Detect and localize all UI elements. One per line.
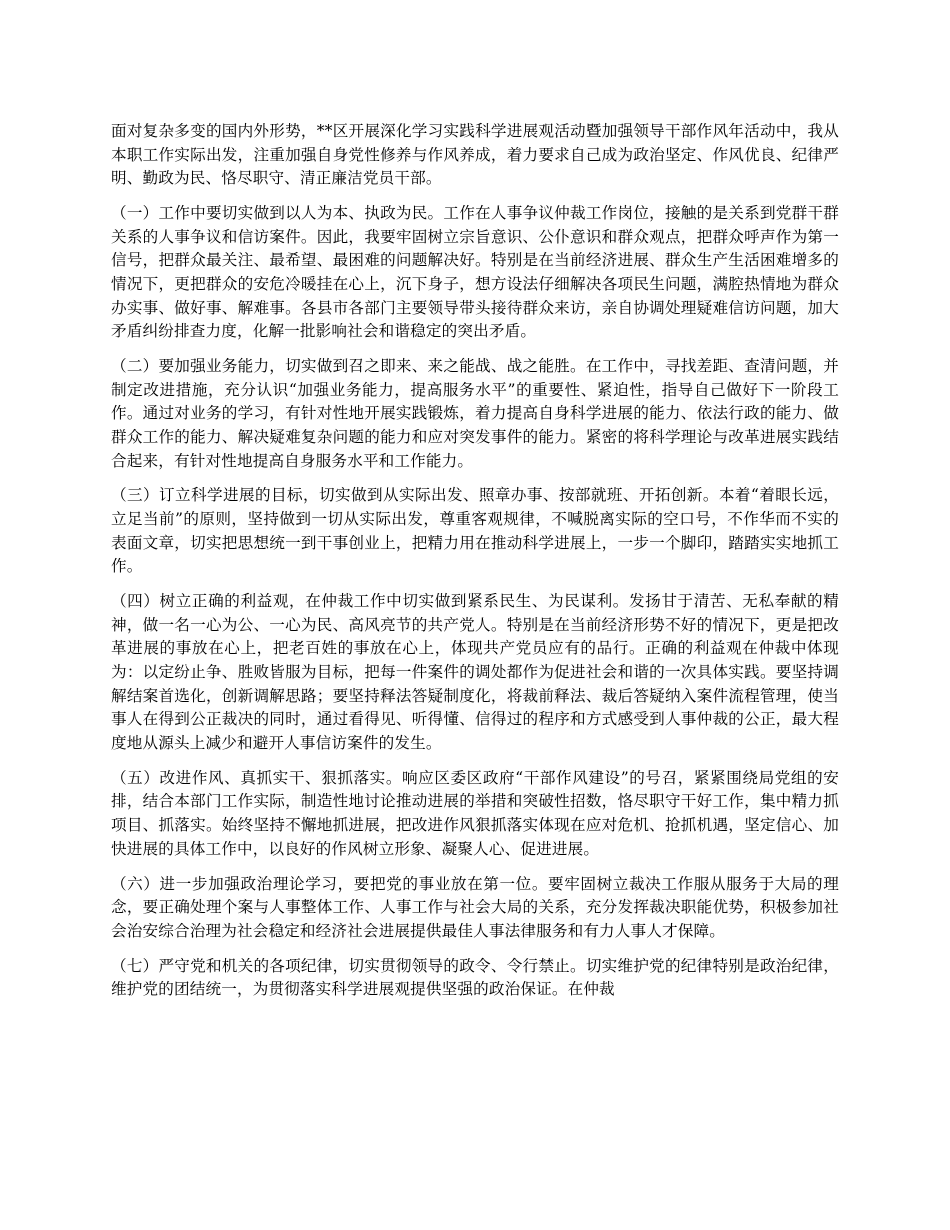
intro-paragraph: 面对复杂多变的国内外形势，**区开展深化学习实践科学进展观活动暨加强领导干部作风年活动中，我从本职工作实际出发，注重加强自身党性修养与作风养成，着力要求自己成为政治坚定、作风优良、纪律严明、勤政为民、恪尽职守、清正廉洁党员干部。 xyxy=(111,122,839,188)
section-6-paragraph: （六）进一步加强政治理论学习，要把党的事业放在第一位。要牢固树立裁决工作服从服务于大局的理念，要正确处理个案与人事整体工作、人事工作与社会大局的关系，充分发挥裁决职能优势，积极参加社会治安综合治理为社会稳定和经济社会进展提供最佳人事法律服务和有力人事人才保障。 xyxy=(111,874,839,940)
section-4-paragraph: （四）树立正确的利益观，在仲裁工作中切实做到紧系民生、为民谋利。发扬甘于清苦、无私奉献的精神，做一名一心为公、一心为民、高风亮节的共产党人。特别是在当前经济形势不好的情况下，更是把改革进展的事放在心上，把老百姓的事放在心上，体现共产党员应有的品行。正确的利益观在仲裁中体现为：以定纷止争、胜败皆服为目标，把每一件案件的调处都作为促进社会和谐的一次具体实践。要坚持调解结案首选化，创新调解思路；要坚持释法答疑制度化，将裁前释法、裁后答疑纳入案件流程管理，使当事人在得到公正裁决的同时，通过看得见、听得懂、信得过的程序和方式感受到人事仲裁的公正，最大程度地从源头上减少和避开人事信访案件的发生。 xyxy=(111,592,839,752)
section-5-paragraph: （五）改进作风、真抓实干、狠抓落实。响应区委区政府“干部作风建设”的号召，紧紧围绕局党组的安排，结合本部门工作实际，制造性地讨论推动进展的举措和突破性招数，恪尽职守干好工作，集中精力抓项目、抓落实。始终坚持不懈地抓进展，把改进作风狠抓落实体现在应对危机、抢抓机遇，坚定信心、加快进展的具体工作中，以良好的作风树立形象、凝聚人心、促进进展。 xyxy=(111,768,839,858)
section-7-paragraph: （七）严守党和机关的各项纪律，切实贯彻领导的政令、令行禁止。切实维护党的纪律特别是政治纪律，维护党的团结统一，为贯彻落实科学进展观提供坚强的政治保证。在仲裁 xyxy=(111,956,839,999)
section-1-paragraph: （一）工作中要切实做到以人为本、执政为民。工作在人事争议仲裁工作岗位，接触的是关系到党群干群关系的人事争议和信访案件。因此，我要牢固树立宗旨意识、公仆意识和群众观点，把群众呼声作为第一信号，把群众最关注、最希望、最困难的问题解决好。特别是在当前经济进展、群众生产生活困难增多的情况下，更把群众的安危冷暖挂在心上，沉下身子，想方设法仔细解决各项民生问题，满腔热情地为群众办实事、做好事、解难事。各县市各部门主要领导带头接待群众来访，亲自协调处理疑难信访问题，加大矛盾纠纷排查力度，化解一批影响社会和谐稳定的突出矛盾。 xyxy=(111,204,839,341)
section-3-paragraph: （三）订立科学进展的目标，切实做到从实际出发、照章办事、按部就班、开拓创新。本着“着眼长远，立足当前”的原则，坚持做到一切从实际出发，尊重客观规律，不喊脱离实际的空口号，不作华而不实的表面文章，切实把思想统一到干事创业上，把精力用在推动科学进展上，一步一个脚印，踏踏实实地抓工作。 xyxy=(111,486,839,576)
section-2-paragraph: （二）要加强业务能力，切实做到召之即来、来之能战、战之能胜。在工作中，寻找差距、查清问题，并制定改进措施，充分认识“加强业务能力，提高服务水平”的重要性、紧迫性，指导自己做好下一阶段工作。通过对业务的学习，有针对性地开展实践锻炼，着力提高自身科学进展的能力、依法行政的能力、做群众工作的能力、解决疑难复杂问题的能力和应对突发事件的能力。紧密的将科学理论与改革进展实践结合起来，有针对性地提高自身服务水平和工作能力。 xyxy=(111,357,839,470)
document-body xyxy=(111,120,839,1013)
